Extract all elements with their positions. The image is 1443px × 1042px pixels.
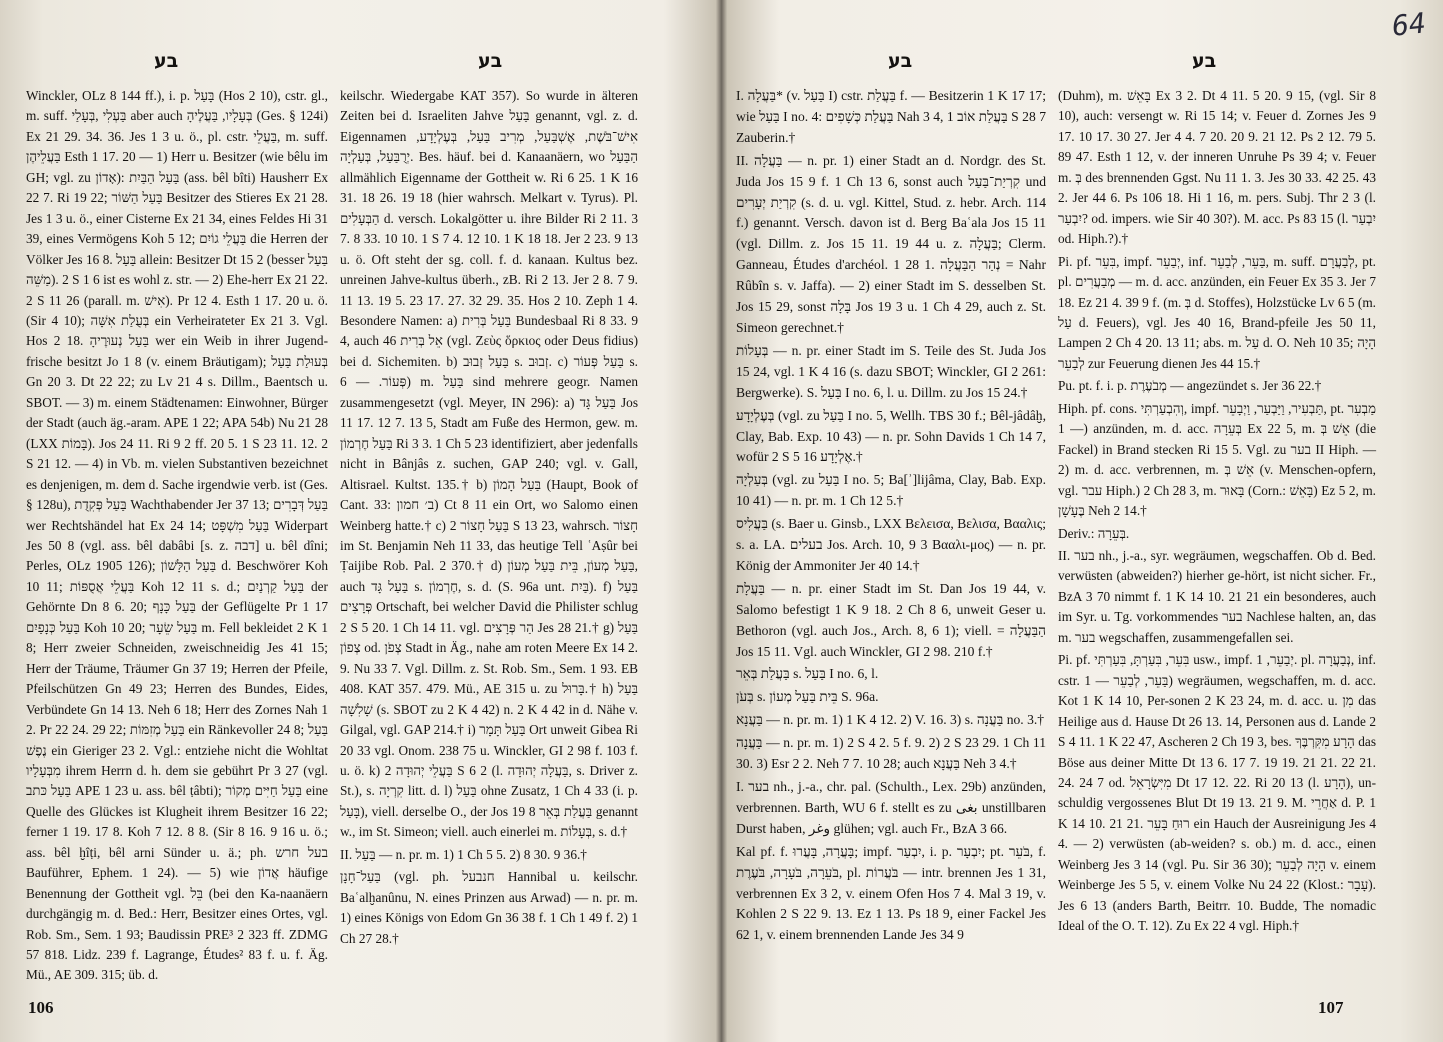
entry-baal-hanan: בַּעַל־חָנָן (vgl. ph. חנבעל Hannibal u. keilschr. Baʿalḫanûnu, N. eines Prinzen aus Arwad) — n. pr. m. 1) eines Königs von Edom Gn 36 38 f. 1 Ch 1 49 f. 2) 1 Ch 27 28.† <box>340 869 638 946</box>
running-header-right-col1: בע <box>888 50 913 72</box>
left-page-column-2 <box>340 86 638 949</box>
entry-baar-i-deriv: Deriv.: בְּעֵרָה. <box>1058 525 1130 541</box>
left-page-column-1 <box>26 86 328 986</box>
entry-baar-i-piel: Pi. pf. בִּעֵר, impf. יְבַעֵר, inf. בַּעֵר, לְבַעֵר, m. suff. לְבַעֲרָם, pt. pl. מְבַעֲרִים — m. d. acc. anzünden, ein Feuer Ex 35 3. Jer 7 18. Ez 21 4. 39 9 f. (m. בְּ d. Stoffes), Holzstücke Lv 6 5 (m. עַל d. Feuers), vgl. Jes 40 16, Brand-pfeile Jes 50 11, Lampen 2 Ch 4 20. 13 11; abs. m. עַל d. O. Neh 10 35; הָיָה לְבַעֵר zur Feuerung dienen Jes 44 15.† <box>1058 253 1376 371</box>
entry-beeljada: בְּעֶלְיָדָע (vgl. zu בַּעַל I no. 5, Wellh. TBS 30 f.; Bêl-jâdâḫ, Clay, Bab. Exp. 10 43) — n. pr. Sohn Davids 1 Ch 14 7, wofür 2 S 5 16 אֶלְיָדָע.† <box>736 407 1046 465</box>
page-number-right: 107 <box>1318 998 1344 1017</box>
entry-baalah-ii: II. בַּעֲלָה — n. pr. 1) einer Stadt an d. Nordgr. des St. Juda Jos 15 9 f. 1 Ch 13 6, sonst auch קִרְיַת־בַּעַל und קִרְיַת יְעָרִים (s. d. u. vgl. Kittel, Stud. z. hebr. Arch. 114 f.) genannt. Versch. davon ist d. Berg Baʿala Jos 15 11 (vgl. Dillm. z. Jos 15 11. 19 44 u. z. בַּעֲלָה; Clerm. Ganneau, Études d'archéol. 1 28 1. נְהַר הַבַּעֲלָה = Nahr Rûbîn s. v. Jaffa). — 2) einer Stadt im S. desselben St. Jos 15 29, sonst בָּלָה Jos 19 3 u. 1 Ch 4 29, auch z. St. Simeon gerechnet.† <box>736 152 1047 335</box>
entry-baalat: בַּעֲלָת — n. pr. einer Stadt im St. Dan Jos 19 44, v. Salomo befestigt 1 K 9 18. 2 Ch 8 6, unweit Geser u. Bethoron (vgl. auch Jos., Arch. 8, 6 1); viell. = הַבַּעֲלָה Jos 15 11. Vgl. auch Winckler, GI 2 98. 210 f.† <box>736 580 1046 659</box>
entry-baanah: בַּעֲנָה — n. pr. m. 1) 2 S 4 2. 5 f. 9. 2) 2 S 23 29. 1 Ch 11 30. 3) Esr 2 2. Neh 7 7. 10 28; auch בַּעֲנָא Neh 3 4.† <box>736 735 1046 772</box>
page-number-left: 106 <box>28 998 54 1017</box>
entry-bealot: בְּעָלוֹת — n. pr. einer Stadt im S. Teile des St. Juda Jos 15 24, vgl. 1 K 4 16 (s. dazu SBOT; Winckler, GI 2 261: Bergwerke). S. בַּעַל I no. 6, l. u. Dillm. zu Jos 15 24.† <box>736 342 1046 400</box>
running-header-right-col2: בע <box>1192 50 1217 72</box>
entry-baalah-i: I. בַּעֲלָה* (v. בַּעַל I) cstr. בַּעֲלַת f. — Besitzerin 1 K 17 17; wie בַּעַל I no. 4: בַּעֲלַת כְּשָׁפִים Nah 3 4, בַּעֲלַת אוֹב 1 S 28 7 Zauberin.† <box>736 88 1047 145</box>
entry-text: keilschr. Wiedergabe KAT 357). So wurde in älteren Zeiten bei d. Israeliten Jahve בַּעַל genannt, vgl. z. d. Eigennamen אִישׁ־בֹּשֶׁת, אֶשְׁבַּעַל, מְרִיב בַּעַל, בְּעֶלְיָדָע, יְרֻבַּעַל, בְּעַלְיָה. Bes. häuf. bei d. Kanaanäern, wo הַבַּעַל allmählich Eigenname der Gottheit w. Ri 6 25. 1 K 16 31. 18 26. 19 18 (hier wahrsch. Melkart v. Tyrus). Pl. הַבְּעָלִים d. versch. Lokalgötter u. ihre Bilder Ri 2 11. 3 7. 8 33. 10 10. 1 S 7 4. 12 10. 1 K 18 18. Jer 2 23. 9 13 u. ö. Oft steht der sg. coll. f. d. kanaan. Kultus bez. unreinen Jahve-kultus überh., zB. Ri 2 13. Jer 2 8. 7 9. 11 13. 19 5. 23 17. 27. 32 29. 35. Hos 2 10. Zeph 1 4. Besondere Namen: a) בַּעַל בְּרִית Bundesbaal Ri 8 33. 9 4, auch אֵל בְּרִית 46 (vgl. Ζεὺς ὅρκιος oder Deus fidius) bei d. Sichemiten. b) בַּעַל זְבוּב s. זְבוּב. c) בַּעַל פְּעוֹר s. פְּעוֹר. — 6) m. בַּעַל sind mehrere geogr. Namen zusammengesetzt (vgl. Meyer, IN 296): a) בַּעַל גָּד Jos 11 17. 12 7. 13 5, Stadt am Fuße des Hermon, gew. m. בַּעַל חֶרְמוֹן Ri 3 3. 1 Ch 5 23 identifiziert, aber jedenfalls nicht in Bânjâs z. suchen, GAP 240; vgl. v. Gall, Altisrael. Kultst. 135.† b) בַּעַל הָמוֹן (Haupt, Book of Cant. 33: ב׳ חמון) Ct 8 11 ein Ort, wo Salomo einen Weinberg hatte.† c) בַּעַל חָצוֹר 2 S 13 23, wahrsch. חָצוֹר im St. Benjamin Neh 11 33, das heutige Tell ʿAṣûr bei Ṭaijibe Rob. Pal. 2 370.† d) בַּעַל מְעוֹן, בֵּית בַּעַל מְעוֹן, auch בַּעַל גָּד s. חֶרְמוֹן, s. d. (S. 96a unt. בַּיִת). f) בַּעַל פְּרָצִים Ortschaft, bei welcher David die Philister schlug 2 S 5 20. 1 Ch 14 11. vgl. הַר פְּרָצִים Jes 28 21.† g) בַּעַל צְפוֹן od. צְפֹן Stadt in Äg., nahe am roten Meere Ex 14 2. 9. Nu 33 7. Vgl. Dillm. z. St. Rob. Sm., Sem. 1 93. EB 408. KAT 357. 479. Mü., AE 315 u. zu בָּרוּל.† h) בַּעַל שָׁלִשָׁה (s. SBOT zu 2 K 4 42) n. 2 K 4 42 in d. Nähe v. Gilgal, vgl. GAP 214.† i) בַּעַל תָּמָר Ort unweit Gibea Ri 20 33 vgl. Onom. 238 75 u. Winckler, GI 2 98 f. 103 f. u. ö. k) בַּעֲלֵי יְהוּדָה 2 S 6 2 (l. בַּעֲלָה יְהוּדָה, s. Driver z. St.), s. קִרְיָה litt. d. l) בַּעַל ohne Zusatz, 1 Ch 4 33 (i. p. בָּעַל), viell. derselbe O., der Jos 19 8 בַּעֲלַת בְּאֵר genannt w., im St. Simeon; viell. auch einerlei m. בְּעָלוֹת, s. d.† <box>340 88 639 840</box>
entry-baalat-beer: בַּעֲלַת בְּאֵר s. בַּעַל I no. 6, l. <box>736 666 879 682</box>
entry-beon: בְּעֹן s. בֵּית בַּעַל מְעוֹן S. 96a. <box>736 689 879 705</box>
entry-bealja: בְּעַלְיָה (vgl. zu בַּעַל I no. 5; Ba[ʾ]lijâma, Clay, Bab. Exp. 10 41) — n. pr. m. 1 Ch 12 5.† <box>736 472 1046 509</box>
handwritten-page-note: 64 <box>1390 6 1428 43</box>
entry-text: Winckler, OLz 8 144 ff.), i. p. בָּעַל (Hos 2 10), cstr. gl., m. suff. בַּעְלִי ,בְּעָלַי aber auch בְּעָלָיו, בַּעֲלֶיהָ (Ges. § 124i) Ex 21 29. 34. 36. Jes 1 3 u. ö., pl. cstr. בַּעֲלֵי, m. suff. בַּעֲלֵיהֶן Esth 1 17. 20 — 1) Herr u. Besitzer (wie bêlu im GH; vgl. zu אָדוֹן): בַּעַל הַבַּיִת (ass. bêl bîti) Hausherr Ex 22 7. Ri 19 22; בַּעַל הַשּׁוֹר Besitzer des Stieres Ex 21 28. Jes 1 3 u. ö., einer Cisterne Ex 21 34, eines Feldes Hi 31 39, eines Vermögens Koh 5 12; בַּעֲלֵי גוֹיִם die Herren der Völker Jes 16 8. בַּעַל allein: Besitzer Dt 15 2 (besser בַּעַל מַשֵּׁה). 2 S 1 6 ist es wohl z. str. — 2) Ehe-herr Ex 21 22. 2 S 11 26 (parall. m. אִישׁ). Pr 12 4. Esth 1 17. 20 u. ö. (Sir 4 10); בְּעֻלַת אִשָּׁה ein Verheirateter Ex 21 3. Vgl. Hos 2 18. בַּעַל נְעוּרֶיהָ wer ein Weib in ihrer Jugend-frische besitzt Jo 1 8 (v. einem Bräutigam); בְּעוּלַת בַּעַל Gn 20 3. Dt 22 22; zu Lv 21 4 s. Dillm., Baentsch u. SBOT. — 3) m. einem Städtenamen: Einwohner, Bürger der Stadt (auch äg.-aram. APE 1 22; APA 54b) Nu 21 28 (LXX בָּמוֹת). Jos 24 11. Ri 9 2 ff. 20 5. 1 S 23 11. 12. 2 S 21 12. — 4) in Vb. m. vielen Substantiven bezeichnet es denjenigen, m. dem d. Sache irgendwie verb. ist (Ges. § 128u), בַּעַל פְּקִדֻת Wachthabender Jer 37 13; בַּעַל דְּבָרִים wer Rechtshändel hat Ex 24 14; בַּעַל מִשְׁפָּט Widerpart Jes 50 8 (vgl. ass. bêl dabâbi [s. z. דבה] u. bêl dîni; Perles, OLz 1905 126); בַּעַל הַלָּשׁוֹן d. Beschwörer Koh 10 11; בַּעֲלֵי אֲסֻפּוֹת Koh 12 11 s. d.; בַּעַל קַרְנַיִם der Gehörnte Dn 8 6. 20; בַּעַל כָּנָף der Geflügelte Pr 1 17 בַּעַל כְּנָפַיִם Koh 10 20; בַּעַל שֵׂעָר m. Fell bekleidet 2 K 1 8; Herr zweier Schneiden, zweischneidig Jes 41 15; Herr der Träume, Träumer Gn 37 19; Herren der Pfeile, Pfeilschützen Gn 49 23; Herren des Bundes, Eides, Verbündete Gn 14 13. Neh 6 18; Herr des Zornes Nah 1 2. Pr 22 24. 29 22; בַּעַל מְזִמּוֹת ein Ränkevoller 24 8; בַּעַל נֶפֶשׁ ein Gieriger 23 2. Vgl.: entziehe nicht die Wohltat מִבְּעָלָיו ihrem Herrn d. h. dem sie gebührt Pr 3 27 (vgl. בַּעַל כּתב APE 1 23 u. ass. bêl ṭâbti); בַּעַל חַיִּים מְקוֹר eine Quelle des Glückes ist Klugheit ihrem Besitzer 16 22; ferner 1 19. 17 8. Koh 7 12. 8 8. (Sir 8 16. 9 16 u. ö.; ass. bêl ḫîṭi, bêl arni Sünder u. ä.; ph. בעל חרש Bauführer, Ephem. 1 24). — 5) wie אֲדוֹן häufige Benennung der Gottheit vgl. בֵּל (bei den Ka-naanäern durchgängig m. d. Bed.: Herr, Besitzer eines Ortes, vgl. Rob. Sm., Sem. 1 93; Baudissin PRE³ 2 323 ff. ZDMG 57 818. Lidz. 239 f. Lagrange, Études² 83 f. u. f. Äg. Mü., AE 309. 315; üb. d. <box>26 88 329 983</box>
entry-baar-i-hiphil: Hiph. pf. cons. וְהִבְעַרְתִּי, impf. תַּבְעִיר, וַיַּבְעַר, וַיְבָעֵר, pt. מַבְעִר — 1) anzünden, m. d. acc. בְּעֵרָה Ex 22 5, m. אֵשׁ בְּ (die Fackel) in Brand stecken Ri 15 5. Vgl. zu בער II Hiph. — 2) m. d. acc. verbrennen, m. אֵשׁ בְּ (v. Menschen-opfern, vgl. עבר Hiph.) 2 Ch 28 3, m. בָּאוּר (Corn.: בָּאֵשׁ) Ez 5 2, m. בֶּעָשָׁן Neh 2 14.† <box>1058 400 1376 519</box>
entry-text: (Duhm), m. בָּאֵשׁ Ex 3 2. Dt 4 11. 5 20. 9 15, (vgl. Sir 8 10), auch: versengt w. Ri 15 14; v. Feuer d. Zornes Jes 9 17. 10 17. 30 27. Jer 4 4. 7 20. 20 9. 21 12. Ps 2 12. 79 5. 89 47. Esth 1 12, v. der inneren Unruhe Ps 39 4; v. Feuer m. בְּ des brennenden Ggst. Nu 11 1. 3. Jes 30 33. 42 25. 43 2. Jer 44 6. Ps 106 18. Hi 1 16, m. pers. Subj. Thr 2 3 (l. יִבְעַר? od. impers. wie Sir 40 30?). M. acc. Ps 83 15 (l. יִבְעַר od. Hiph.?).† <box>1058 88 1376 247</box>
right-page-column-2 <box>1058 86 1376 937</box>
entry-baana: בַּעֲנָא — n. pr. m. 1) 1 K 4 12. 2) V. 16. 3) s. בַּעֲנָה no. 3.† <box>736 712 1045 728</box>
running-header-left-col1: בע <box>154 50 179 72</box>
entry-baar-i-kal: Kal pf. f. בָּעֲרָה, בָּעֲרוּ; impf. יִבְעַר, i. p. יִבְעָר; pt. בֹּעֵר, f. בֹּעֵרָה, בֹּעָרָה, בֹּעֶרֶת, pl. בֹּעֲרוֹת — intr. brennen Jes 1 31, verbrennen Ex 3 2, v. einem Ofen Hos 7 4. Mal 3 19, v. Kohlen 2 S 22 9. 13. Ez 1 13. Ps 18 9, einer Fackel Jes 62 1, v. einem brennenden Lande Jes 34 9 <box>736 843 1046 943</box>
entry-baar-i: I. בער nh., j.-a., chr. pal. (Schulth., Lex. 29b) anzünden, verbrennen. Barth, WU 6 f. stellt es zu بغى unstillbaren Durst haben, وغر glühen; vgl. auch Fr., BzA 3 66. <box>736 779 1046 836</box>
entry-baar-ii-piel: Pi. pf. בִּעֵר, בִּעַרְתָּ, בִּעַרְתִּי usw., impf. יְבַעֵר, 1. pl. נְבַעֲרָה, inf. cstr. בַּעֵר, לְבַעֵר — 1) wegräumen, wegschaffen, m. d. acc. Kot 1 K 14 10, Per-sonen 2 K 23 24, m. d. acc. u. מִן das Heilige aus d. Hause Dt 26 13. 14, Personen aus d. Lande 2 S 4 11. 1 K 22 47, Ascheren 2 Ch 19 3, bes. הָרָע מִקִּרְבֶּךָ das Böse aus deiner Mitte Dt 13 6. 17 7. 19 19. 21 21. 22 21. 24. 24 7 od. מִיִּשְׂרָאֵל Dt 17 12. 22. Ri 20 13 (l. הָרָע), un-schuldig vergossenes Blut Dt 19 13. 21 9. M. אַחֲרֵי d. P. 1 K 14 10. 21 21. רוּחַ בָּעֵר ein Hauch der Ausreinigung Jes 4 4. — 2) verwüsten (ab-weiden? s. ob.) m. d. acc., einen Weinberg Jes 3 14 (vgl. Pu. Sir 36 30); הָיָה לְבַעֵר v. einem Weinberge Jes 5 5, v. einem Volke Nu 24 22 (Klost.: עָבָר). Jes 6 13 (anders Barth, Beitrr. 10. Budde, The nomadic Ideal of the O. T. 12). Zu Ex 22 4 vgl. Hiph.† <box>1058 652 1377 934</box>
entry-baalis: בַּעֲלִיס (s. Baer u. Ginsb., LXX Βελεισα, Βελισα, Βααλις; s. a. LA. בעלים Jos. Arch. 10, 9 3 Βααλι-μος) — n. pr. König der Ammoniter Jer 40 14.† <box>736 516 1046 573</box>
entry-baar-ii: II. בער nh., j.-a., syr. wegräumen, wegschaffen. Ob d. Bed. verwüsten (abweiden?) hierher ge-hört, ist nicht sicher. Fr., BzA 3 70 nimmt f. 1 K 14 10. 21 21 ein besonderes, auch im Syr. u. Tg. vorkommendes בער Nachlese halten, an, das m. בער wegschaffen, zusammengefallen sei. <box>1058 547 1377 645</box>
entry-baal-ii: II. בַּעַל — n. pr. m. 1) 1 Ch 5 5. 2) 8 30. 9 36.† <box>340 846 587 862</box>
right-page <box>722 0 1443 1042</box>
left-page <box>0 0 700 1042</box>
running-header-left-col2: בע <box>478 50 503 72</box>
right-page-column-1 <box>736 86 1046 946</box>
entry-baar-i-pual: Pu. pt. f. i. p. מְבֹעֶרֶת — angezündet s. Jer 36 22.† <box>1058 378 1322 394</box>
